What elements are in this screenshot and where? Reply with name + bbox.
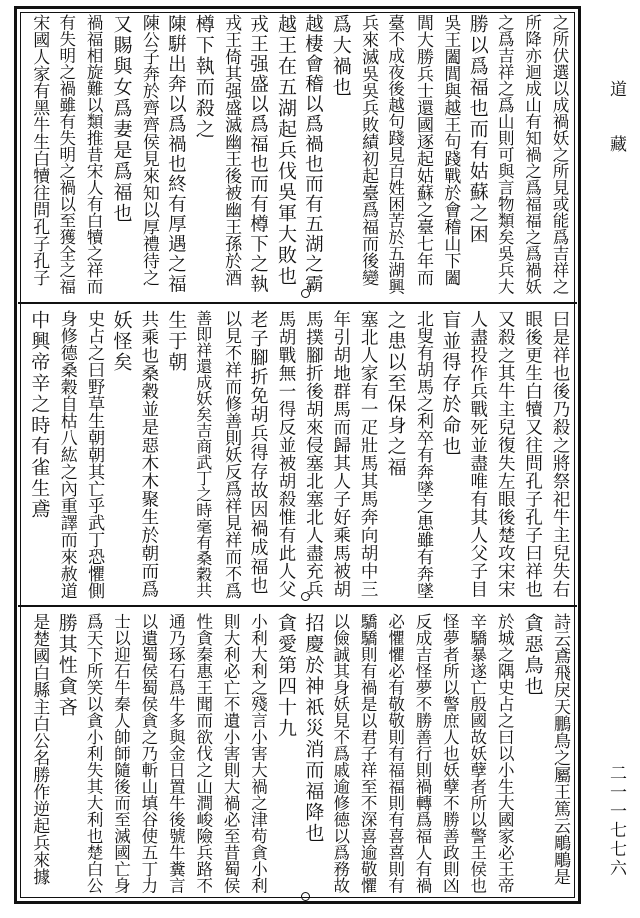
text-column: 史占之曰野草生朝朝其亡乎武丁恐懼側 <box>84 310 105 599</box>
text-column: 通乃琢石爲牛多與金日置牛後號牛糞言 <box>166 613 186 894</box>
text-column: 以遺蜀侯蜀侯貪之乃斬山填谷使五丁力 <box>138 613 158 894</box>
text-column: 之患以至保身之福 <box>384 310 407 478</box>
text-column: 勝其性貪吝 <box>55 613 78 718</box>
text-column: 以儉誠其身妖見不爲戚逾修德以爲務故 <box>330 613 350 894</box>
text-column: 宋國人家有黑牛生白犢往問孔子孔子 <box>29 14 50 286</box>
text-column: 爲天下所笑以貪小利失其大利也楚白公 <box>84 613 104 894</box>
text-column: 生于朝 <box>165 310 188 373</box>
text-column: 身修德桑穀自枯八紘之內重譯而來赦道 <box>56 310 77 599</box>
text-column: 樽下執而殺之 <box>192 14 215 140</box>
collection-title-second: 藏 <box>606 135 626 158</box>
text-column: 妖怪矣 <box>110 310 133 373</box>
text-column: 招慶於神祇災消而福降也 <box>302 613 325 844</box>
text-column: 士以迎石牛秦人帥師隨後而至滅國亡身 <box>111 613 131 894</box>
text-column: 北叟有胡馬之利卒有奔墜之患雖有奔墜 <box>412 310 433 599</box>
text-column: 則大利必亡不遺小害則大禍必至昔蜀侯 <box>221 613 241 894</box>
text-column: 有失明之禍雖有失明之禍以至獲全之福 <box>56 14 76 295</box>
text-column: 爲大禍也 <box>329 14 352 98</box>
text-column: 驕驕則有禍是以君子祥至不深喜逾敬懼 <box>358 613 378 894</box>
text-column: 吳王闔閭與越王句踐戰於會稽山下闔 <box>440 14 461 286</box>
text-column: 陳騈出奔以爲禍也終有厚遇之福 <box>165 14 187 294</box>
text-column: 小利大利之殘言小害大禍之津苟貪小利 <box>248 613 268 894</box>
text-column: 之所伏選以成禍妖之所見或能爲吉祥之 <box>550 14 569 295</box>
text-column: 眼後更生白犢又往問孔子孔子曰祥也 <box>522 310 543 598</box>
panel-divider-bottom <box>18 605 577 607</box>
text-column: 盲並得存於命也 <box>439 310 462 457</box>
text-column: 人盡投作兵戰死並盡唯有其人父子目 <box>467 310 488 598</box>
page-number: 二一一七七六 <box>606 764 626 878</box>
text-column: 詩云鳶飛戾天鵬鳥之屬王篤云鵰鵰是 <box>550 613 570 885</box>
text-column: 貪惡鳥也 <box>521 613 544 697</box>
text-column: 又殺之其牛主兒復失左眼後楚攻宋宋 <box>495 310 516 598</box>
text-column: 曰是祥也後乃殺之將祭祀牛主兒失右 <box>550 310 570 598</box>
text-column: 怪夢者所以警庶人也妖孽不勝善政則凶 <box>440 613 460 894</box>
text-column: 之爲吉祥之爲山則可與言物類矣吳兵大 <box>495 14 515 295</box>
panel-divider-top <box>18 302 577 304</box>
text-column: 陳公子奔於齊齊侯見來知以厚禮待之 <box>138 14 159 286</box>
section-circle-marker <box>301 592 310 601</box>
text-column: 是楚國白縣主白公名勝作逆起兵來據 <box>29 613 50 885</box>
text-column: 越王在五湖起兵伐吳軍大敗也 <box>274 14 297 287</box>
text-column: 性貪秦惠王聞而欲伐之山澗峻險兵路不 <box>193 613 213 894</box>
text-column: 所降亦迴成山有知禍之爲福福之爲禍妖 <box>522 14 542 295</box>
collection-title: 道 <box>606 80 626 103</box>
text-column: 馬撲腳折後胡來侵塞北塞北人盡充兵 <box>303 310 324 598</box>
text-panel-middle <box>24 310 572 600</box>
text-panel-top <box>24 14 572 298</box>
text-column: 貪愛第四十九 <box>274 613 297 739</box>
text-column: 老子腳折免胡兵得存故因禍成福也 <box>247 310 269 595</box>
text-column: 必懼懼必有敬敬則有福福則有喜喜則有 <box>385 613 405 894</box>
section-circle-marker <box>301 892 310 901</box>
text-column: 善即祥還成妖矣吉商武丁之時毫有桑穀共 <box>193 310 213 598</box>
text-column: 中興帝辛之時有雀生鳶 <box>28 310 51 520</box>
text-column: 於城之隅史占之曰以小生大國家必王帝 <box>495 613 515 894</box>
text-column: 反成吉怪夢不勝善行則禍轉爲福人有禍 <box>412 613 432 894</box>
text-column: 共乘也桑穀並是惡木木聚生於朝而爲 <box>138 310 159 598</box>
text-column: 辛驕暴遂亡殷國故妖孽者所以警王侯也 <box>467 613 487 894</box>
text-column: 兵來滅吳吳兵敗績初起臺爲福而後變 <box>358 14 379 286</box>
text-column: 塞北人家有一疋壯馬其馬奔向胡中三 <box>358 310 379 598</box>
text-column: 禍福相旋難以類推昔宋人有白犢之祥而 <box>84 14 104 295</box>
text-column: 閭大勝兵士還國逐起姑蘇之臺七年而 <box>412 14 433 286</box>
text-column: 戎王倚其强盛滅幽王後被幽王孫於酒 <box>221 14 242 286</box>
text-column: 馬胡戰無一得反並被胡殺惟有此人父 <box>275 310 296 598</box>
text-column: 年引胡地群馬而歸其人子好乘馬被胡 <box>330 310 351 598</box>
text-column: 勝以爲福也而有姑蘇之困 <box>466 14 489 245</box>
text-column: 又賜與女爲妻是爲福也 <box>110 14 133 224</box>
text-column: 戎王强盛以爲福也而有樽下之執 <box>247 14 269 294</box>
text-column: 以見不祥而修善則妖反爲祥見祥而不爲 <box>221 310 242 599</box>
text-panel-bottom <box>24 613 572 897</box>
text-column: 越棲會稽以爲禍也而有五湖之霸 <box>302 14 324 294</box>
text-column: 臺不成夜後越句踐見百姓困苦於五湖興 <box>385 14 405 295</box>
section-circle-marker <box>301 289 310 298</box>
